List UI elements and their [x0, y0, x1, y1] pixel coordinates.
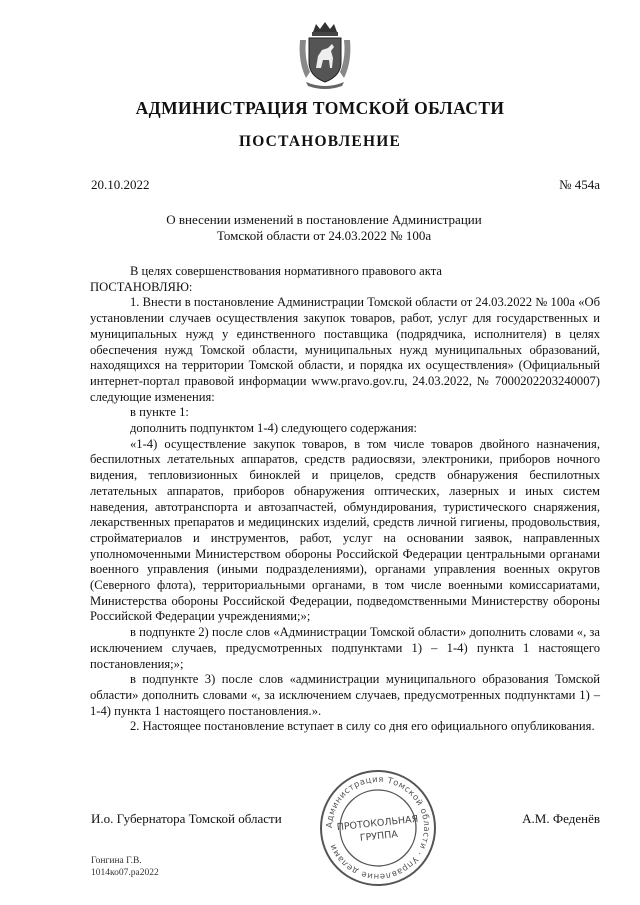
round-stamp	[318, 768, 438, 888]
executor-code: 1014ко07.ра2022	[91, 868, 159, 878]
body-paragraph: В целях совершенствования нормативного правового акта	[130, 264, 442, 278]
document-body	[90, 264, 600, 735]
signer-position: И.о. Губернатора Томской области	[91, 811, 282, 826]
stamp-outer-text: Администрация Томской области · Управление делами	[324, 774, 432, 882]
body-paragraph: 2. Настоящее постановление вступает в силу со дня его официального опубликования.	[130, 719, 595, 734]
subject-line: О внесении изменений в постановление Администрации	[166, 212, 482, 227]
body-paragraph: в пункте 1:	[130, 405, 189, 420]
executor-name: Гонгина Г.В.	[91, 856, 142, 866]
body-paragraph: дополнить подпунктом 1-4) следующего содержания:	[130, 421, 418, 436]
body-paragraph: «1-4) осуществление закупок товаров, в том числе товаров двойного назначения, беспилотных летательных аппаратов, средств радиосвязи, электроники, приборов ночного видения, тепловизионных биноклей и прицелов, средств обнаружения беспилотных летательных аппаратов, приборов обнаружения оптических, лазерных и иных систем наведения, автотранспорта и автозапчастей, обмундирования, туристического снаряжения, лекарственных препаратов и медицинских изделий, средств личной гигиены, продовольствия, стройматериалов и инструментов, работ, услуг на основании заявок, направленных уполномоченными Министерством обороны Российской Федерации центральными органами военного управления (иными подразделениями), органами управления военных округов (Северного флота), территориальными органами, в том числе военными комиссариатами, Министерства обороны Российской Федерации, подведомственными Министерству обороны Российской Федерации учреждениями;»;	[90, 436, 600, 624]
body-paragraph: 1. Внести в постановление Администрации Томской области от 24.03.2022 № 100а «Об установлении случаев осуществления закупок товаров, работ, услуг для государственных и муниципальных нужд у единственного поставщика (подрядчика, исполнителя) в целях обеспечения нужд Томской области, муниципальных нужд муниципальных образований, находящихся на территории Томской области, и порядка их осуществления» (Официальный интернет-портал правовой информации www.pravo.gov.ru, 24.03.2022, № 7000202203240007) следующие изменения:	[90, 295, 600, 404]
document-subject	[120, 212, 528, 244]
body-paragraph: ПОСТАНОВЛЯЮ:	[90, 279, 193, 294]
document-type: ПОСТАНОВЛЕНИЕ	[238, 133, 402, 150]
coat-of-arms-icon	[296, 20, 354, 90]
subject-line: Томской области от 24.03.2022 № 100а	[216, 228, 432, 243]
body-paragraph: в подпункте 3) после слов «администрации муниципального образования Томской области» дополнить словами «, за исключением случаев, предусмотренных подпунктами 1) – 1-4) пункта 1 настоящего постановления.».	[90, 672, 600, 718]
stamp-inner-line: ПРОТОКОЛЬНАЯ	[336, 813, 419, 834]
body-paragraph: в подпункте 2) после слов «Администрации Томской области» дополнить словами «, за исключением случаев, предусмотренных подпунктами 1) – 1-4) пункта 1 настоящего постановления;»;	[90, 625, 600, 671]
organization-name: АДМИНИСТРАЦИЯ ТОМСКОЙ ОБЛАСТИ	[135, 98, 505, 118]
document-number: № 454а	[559, 177, 600, 192]
signer-name: А.М. Феденёв	[522, 811, 600, 826]
executor-info	[91, 855, 159, 879]
document-date: 20.10.2022	[91, 177, 150, 192]
stamp-inner-line: ГРУППА	[359, 828, 399, 844]
